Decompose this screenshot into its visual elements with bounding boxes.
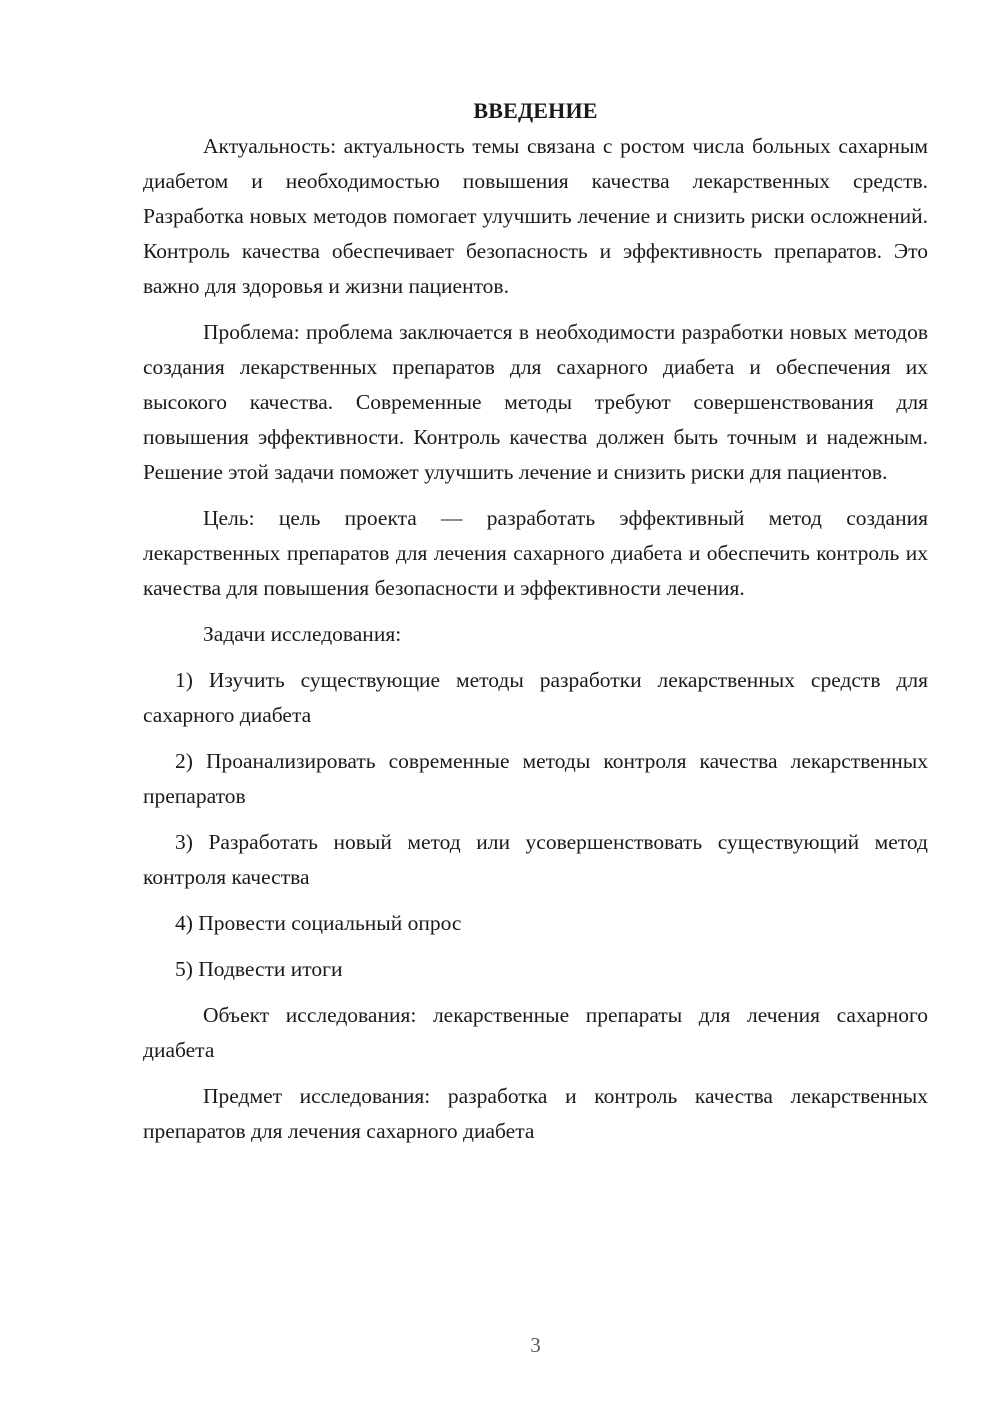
section-title: ВВЕДЕНИЕ (473, 98, 598, 123)
task-item: 5) Подвести итоги (175, 957, 343, 981)
tasks-heading: Задачи исследования: (203, 622, 402, 646)
relevance-paragraph: Актуальность: актуальность темы связана с ростом числа больных сахарным диабетом и необходимостью повышения качества лекарственных средств. Разработка новых методов помогает улучшить лечение и снизить риски осложнений. Контроль качества обеспечивает безопасность и эффективность препаратов. Это важно для здоровья и жизни пациентов. (143, 134, 928, 298)
task-item: 1) Изучить существующие методы разработки лекарственных средств для сахарного диабета (143, 668, 928, 727)
page-number: 3 (530, 1333, 541, 1357)
goal-paragraph: Цель: цель проекта — разработать эффективный метод создания лекарственных препаратов для лечения сахарного диабета и обеспечить контроль их качества для повышения безопасности и эффективности лечения. (143, 506, 928, 600)
research-object-paragraph: Объект исследования: лекарственные препараты для лечения сахарного диабета (143, 1003, 928, 1062)
task-item: 2) Проанализировать современные методы контроля качества лекарственных препаратов (143, 749, 928, 808)
problem-paragraph: Проблема: проблема заключается в необходимости разработки новых методов создания лекарственных препаратов для сахарного диабета и обеспечения их высокого качества. Современные методы требуют совершенствования для повышения эффективности. Контроль качества должен быть точным и надежным. Решение этой задачи поможет улучшить лечение и снизить риски для пациентов. (143, 320, 928, 484)
page-content (143, 93, 928, 1160)
task-item: 3) Разработать новый метод или усовершенствовать существующий метод контроля качества (143, 830, 928, 889)
task-item: 4) Провести социальный опрос (175, 911, 462, 935)
research-subject-paragraph: Предмет исследования: разработка и контроль качества лекарственных препаратов для лечения сахарного диабета (143, 1084, 928, 1143)
